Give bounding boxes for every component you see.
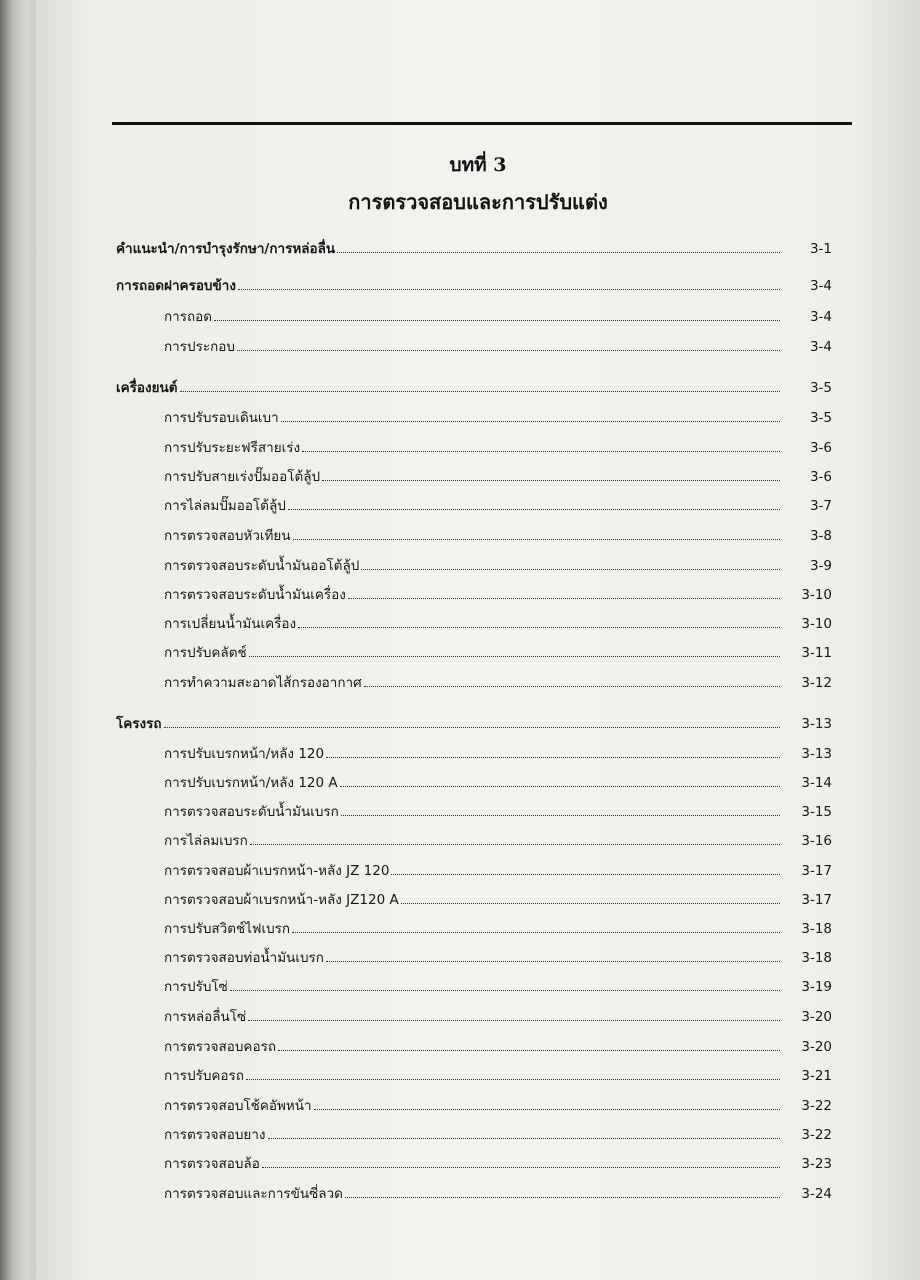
toc-entry-row [164,612,832,634]
toc-page-number: 3-19 [801,979,832,995]
chapter-title: การตรวจสอบและการปรับแต่ง [348,190,608,214]
chapter-number: บทที่ 3 [449,154,507,176]
toc-entry-row [164,524,832,546]
toc-page-number: 3-11 [801,645,832,661]
toc-dot-leader [322,479,780,481]
toc-entry-row [164,494,832,516]
toc-dot-leader [281,420,780,422]
toc-entry-row [164,771,832,793]
toc-page-number: 3-22 [801,1127,832,1143]
toc-dot-leader [238,288,780,290]
book-spine-edge [0,0,40,1280]
toc-entry-row [164,1123,832,1145]
toc-entry-row [164,554,832,576]
toc-dot-leader [345,1196,780,1198]
toc-dot-leader [341,814,780,816]
toc-dot-leader [364,685,780,687]
toc-title: การปรับรอบเดินเบา [164,410,279,426]
toc-title: การตรวจสอบหัวเทียน [164,528,291,544]
toc-page-number: 3-23 [801,1156,832,1172]
toc-dot-leader [214,319,780,321]
toc-dot-leader [248,1019,780,1021]
toc-dot-leader [230,989,780,991]
toc-title: การตรวจสอบยาง [164,1127,266,1143]
toc-entry-row [164,305,832,327]
toc-title: เครื่องยนต์ [116,380,178,396]
toc-entry-row [164,888,832,910]
toc-page-number: 3-10 [801,587,832,603]
toc-dot-leader [302,450,780,452]
toc-dot-leader [314,1108,780,1110]
toc-page-number: 3-4 [809,339,832,355]
toc-page-number: 3-15 [801,804,832,820]
toc-entry-row [164,1035,832,1057]
toc-title: การตรวจสอบโช้คอัพหน้า [164,1098,312,1114]
toc-title: คำแนะนำ/การบำรุงรักษา/การหล่อลื่น [116,241,336,257]
toc-dot-leader [340,785,780,787]
toc-dot-leader [391,873,780,875]
toc-dot-leader [268,1137,780,1139]
toc-page-number: 3-5 [809,380,832,396]
toc-title: การปรับระยะฟรีสายเร่ง [164,440,301,456]
toc-page-number: 3-18 [801,921,832,937]
toc-title: การตรวจสอบท่อน้ำมันเบรก [164,950,324,966]
toc-dot-leader [326,756,780,758]
toc-entry-row [164,406,832,428]
toc-title: การไล่ลมเบรก [164,833,248,849]
toc-page-number: 3-20 [801,1009,832,1025]
toc-dot-leader [288,508,780,510]
toc-entry-row [164,335,832,357]
toc-title: การปรับคอรถ [164,1068,244,1084]
toc-title: การถอดฝาครอบข้าง [116,278,236,294]
toc-page-number: 3-4 [809,309,832,325]
toc-dot-leader [250,843,780,845]
toc-page-number: 3-16 [801,833,832,849]
toc-entry-row [164,975,832,997]
toc-entry-row [164,800,832,822]
toc-title: การปรับโซ่ [164,979,228,995]
toc-section-row [116,237,832,259]
toc-dot-leader [278,1049,780,1051]
toc-dot-leader [180,390,780,392]
toc-dot-leader [326,960,780,962]
toc-page-number: 3-4 [809,278,832,294]
document-page [36,0,920,1280]
toc-title: การตรวจสอบล้อ [164,1156,260,1172]
toc-title: การตรวจสอบและการขันซี่ลวด [164,1186,343,1202]
toc-title: การตรวจสอบระดับน้ำมันเครื่อง [164,587,346,603]
toc-page-number: 3-22 [801,1098,832,1114]
toc-entry-row [164,1064,832,1086]
toc-title: การถอด [164,309,213,325]
toc-entry-row [164,946,832,968]
toc-entry-row [164,1094,832,1116]
toc-title: การปรับคลัตช์ [164,645,247,661]
toc-dot-leader [249,655,780,657]
toc-title: การหล่อลื่นโซ่ [164,1009,247,1025]
toc-entry-row [164,583,832,605]
toc-title: การตรวจสอบคอรถ [164,1039,276,1055]
toc-page-number: 3-6 [809,469,832,485]
toc-entry-row [164,917,832,939]
toc-dot-leader [293,538,780,540]
toc-title: การตรวจสอบระดับน้ำมันออโต้ลู้ป [164,558,360,574]
toc-dot-leader [237,349,780,351]
toc-page-number: 3-5 [809,410,832,426]
toc-page-number: 3-8 [809,528,832,544]
toc-dot-leader [246,1078,780,1080]
toc-section-row [116,712,832,734]
toc-dot-leader [337,251,780,253]
toc-page-number: 3-7 [809,498,832,514]
toc-page-number: 3-10 [801,616,832,632]
toc-dot-leader [348,597,780,599]
toc-title: การปรับเบรกหน้า/หลัง 120 [164,746,325,762]
toc-page-number: 3-21 [801,1068,832,1084]
toc-entry-row [164,1182,832,1204]
toc-page-number: 3-14 [801,775,832,791]
toc-title: การประกอบ [164,339,235,355]
toc-title: การไล่ลมปั๊มออโต้ลู้ป [164,498,286,514]
toc-entry-row [164,436,832,458]
toc-entry-row [164,1152,832,1174]
toc-entry-row [164,829,832,851]
toc-dot-leader [292,931,780,933]
toc-entry-row [164,859,832,881]
toc-page-number: 3-17 [801,892,832,908]
toc-dot-leader [361,568,780,570]
toc-page-number: 3-1 [809,241,832,257]
toc-title: การปรับสวิตช์ไฟเบรก [164,921,291,937]
toc-section-row [116,376,832,398]
toc-entry-row [164,742,832,764]
toc-title: การปรับเบรกหน้า/หลัง 120 A [164,775,338,791]
toc-title: การทำความสะอาดไส้กรองอากาศ [164,675,362,691]
toc-dot-leader [164,726,780,728]
toc-dot-leader [401,902,780,904]
toc-title: การตรวจสอบผ้าเบรกหน้า-หลัง JZ120 A [164,892,399,908]
toc-page-number: 3-20 [801,1039,832,1055]
toc-dot-leader [262,1166,780,1168]
toc-section-row [116,274,832,296]
toc-page-number: 3-6 [809,440,832,456]
toc-dot-leader [298,626,780,628]
toc-title: การตรวจสอบผ้าเบรกหน้า-หลัง JZ 120 [164,863,390,879]
toc-page-number: 3-12 [801,675,832,691]
toc-page-number: 3-9 [809,558,832,574]
toc-entry-row [164,641,832,663]
toc-title: การตรวจสอบระดับน้ำมันเบรก [164,804,339,820]
toc-page-number: 3-13 [801,746,832,762]
toc-title: การปรับสายเร่งปั๊มออโต้ลู้ป [164,469,321,485]
toc-page-number: 3-13 [801,716,832,732]
toc-entry-row [164,465,832,487]
toc-page-number: 3-18 [801,950,832,966]
header-rule [112,122,852,125]
toc-page-number: 3-17 [801,863,832,879]
toc-page-number: 3-24 [801,1186,832,1202]
toc-entry-row [164,1005,832,1027]
toc-title: การเปลี่ยนน้ำมันเครื่อง [164,616,297,632]
toc-entry-row [164,671,832,693]
toc-title: โครงรถ [116,716,162,732]
